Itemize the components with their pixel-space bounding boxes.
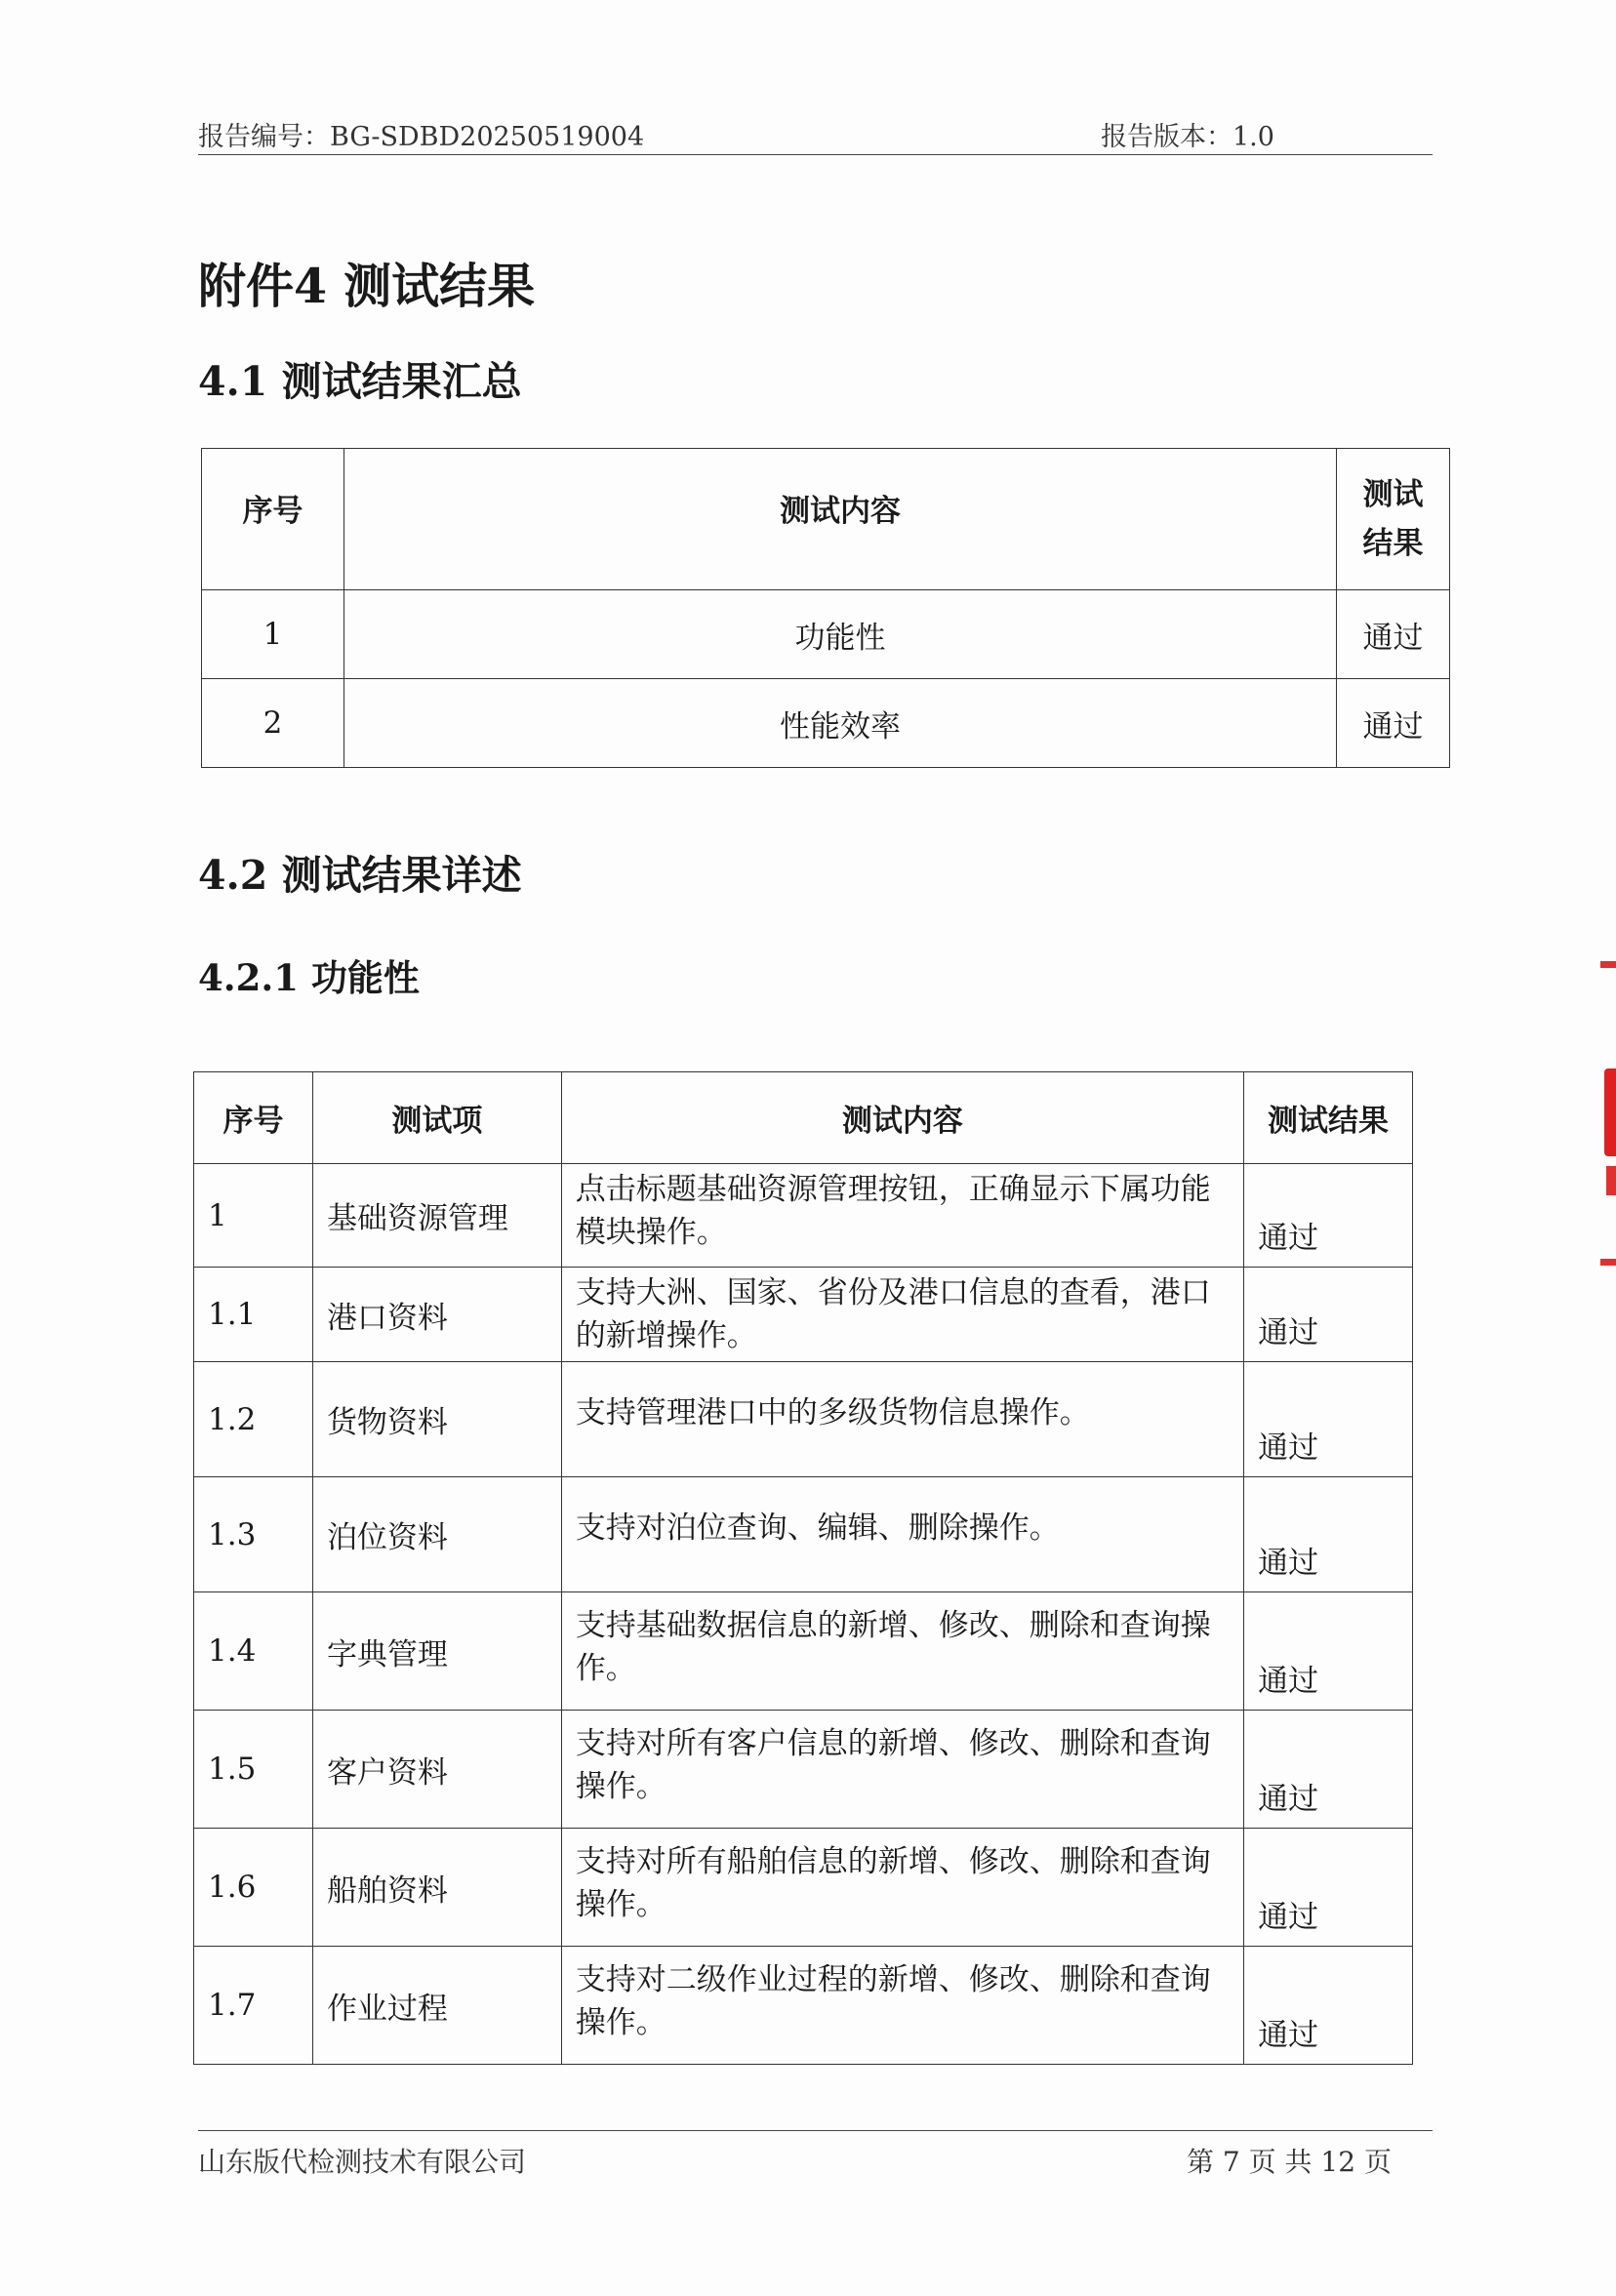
summary-header-row [202, 449, 1450, 590]
summary-table [201, 448, 1450, 768]
page-title: 附件4 测试结果 [198, 258, 536, 314]
detail-cell-content: 支持大洲、国家、省份及港口信息的查看，港口的新增操作。 [561, 1268, 1243, 1362]
detail-header-row [194, 1072, 1413, 1164]
detail-row [194, 1362, 1413, 1477]
detail-row [194, 1592, 1413, 1711]
detail-row [194, 1947, 1413, 2065]
detail-cell-result: 通过 [1244, 1268, 1413, 1362]
detail-cell-no: 1.5 [194, 1711, 313, 1829]
detail-table [193, 1071, 1413, 2065]
detail-cell-content: 支持管理港口中的多级货物信息操作。 [561, 1362, 1243, 1477]
seal-mark [1606, 1166, 1616, 1195]
detail-header-content: 测试内容 [561, 1072, 1243, 1164]
summary-header-result [1337, 449, 1450, 590]
detail-cell-item: 港口资料 [312, 1268, 561, 1362]
detail-cell-content: 支持对所有客户信息的新增、修改、删除和查询操作。 [561, 1711, 1243, 1829]
detail-row [194, 1711, 1413, 1829]
detail-cell-content: 支持对泊位查询、编辑、删除操作。 [561, 1477, 1243, 1592]
detail-header-result: 测试结果 [1244, 1072, 1413, 1164]
detail-cell-content: 支持基础数据信息的新增、修改、删除和查询操作。 [561, 1592, 1243, 1711]
detail-cell-result: 通过 [1244, 1711, 1413, 1829]
red-seal-fragment [1596, 961, 1616, 1278]
summary-cell-no: 1 [202, 590, 344, 679]
detail-cell-content: 点击标题基础资源管理按钮，正确显示下属功能模块操作。 [561, 1164, 1243, 1268]
seal-mark [1600, 961, 1616, 968]
detail-cell-result: 通过 [1244, 1947, 1413, 2065]
summary-cell-no: 2 [202, 679, 344, 768]
detail-cell-item: 字典管理 [312, 1592, 561, 1711]
summary-row [202, 679, 1450, 768]
summary-cell-content: 功能性 [343, 590, 1336, 679]
detail-cell-result: 通过 [1244, 1829, 1413, 1947]
detail-cell-no: 1.6 [194, 1829, 313, 1947]
summary-header-result-text: 测试结果 [1362, 477, 1424, 561]
detail-cell-result: 通过 [1244, 1362, 1413, 1477]
detail-cell-result: 通过 [1244, 1477, 1413, 1592]
detail-cell-item: 作业过程 [312, 1947, 561, 2065]
report-number: 报告编号：BG-SDBD20250519004 [198, 122, 645, 152]
detail-row [194, 1164, 1413, 1268]
summary-cell-result: 通过 [1337, 590, 1450, 679]
section-heading-4-2: 4.2 测试结果详述 [198, 852, 522, 899]
detail-cell-item: 货物资料 [312, 1362, 561, 1477]
detail-cell-no: 1.4 [194, 1592, 313, 1711]
seal-mark [1604, 1068, 1616, 1156]
report-version: 报告版本：1.0 [1101, 122, 1274, 152]
detail-cell-content: 支持对二级作业过程的新增、修改、删除和查询操作。 [561, 1947, 1243, 2065]
detail-cell-no: 1.7 [194, 1947, 313, 2065]
summary-cell-content: 性能效率 [343, 679, 1336, 768]
detail-header-no: 序号 [194, 1072, 313, 1164]
detail-cell-no: 1.2 [194, 1362, 313, 1477]
page-footer [198, 2130, 1433, 2178]
detail-cell-result: 通过 [1244, 1592, 1413, 1711]
detail-row [194, 1477, 1413, 1592]
detail-cell-no: 1 [194, 1164, 313, 1268]
summary-header-no: 序号 [202, 449, 344, 590]
detail-row [194, 1829, 1413, 1947]
summary-header-content: 测试内容 [343, 449, 1336, 590]
company-name: 山东版代检测技术有限公司 [198, 2146, 527, 2178]
detail-cell-item: 客户资料 [312, 1711, 561, 1829]
detail-row [194, 1268, 1413, 1362]
summary-row [202, 590, 1450, 679]
summary-cell-result: 通过 [1337, 679, 1450, 768]
detail-cell-item: 泊位资料 [312, 1477, 561, 1592]
detail-cell-item: 船舶资料 [312, 1829, 561, 1947]
section-heading-4-1: 4.1 测试结果汇总 [198, 358, 522, 405]
detail-cell-content: 支持对所有船舶信息的新增、修改、删除和查询操作。 [561, 1829, 1243, 1947]
detail-cell-item: 基础资源管理 [312, 1164, 561, 1268]
detail-cell-result: 通过 [1244, 1164, 1413, 1268]
detail-cell-no: 1.1 [194, 1268, 313, 1362]
section-heading-4-2-1: 4.2.1 功能性 [198, 956, 420, 999]
detail-cell-no: 1.3 [194, 1477, 313, 1592]
seal-mark [1600, 1259, 1616, 1266]
page-number: 第 7 页 共 12 页 [1187, 2146, 1392, 2178]
page-header [198, 115, 1433, 155]
detail-header-item: 测试项 [312, 1072, 561, 1164]
